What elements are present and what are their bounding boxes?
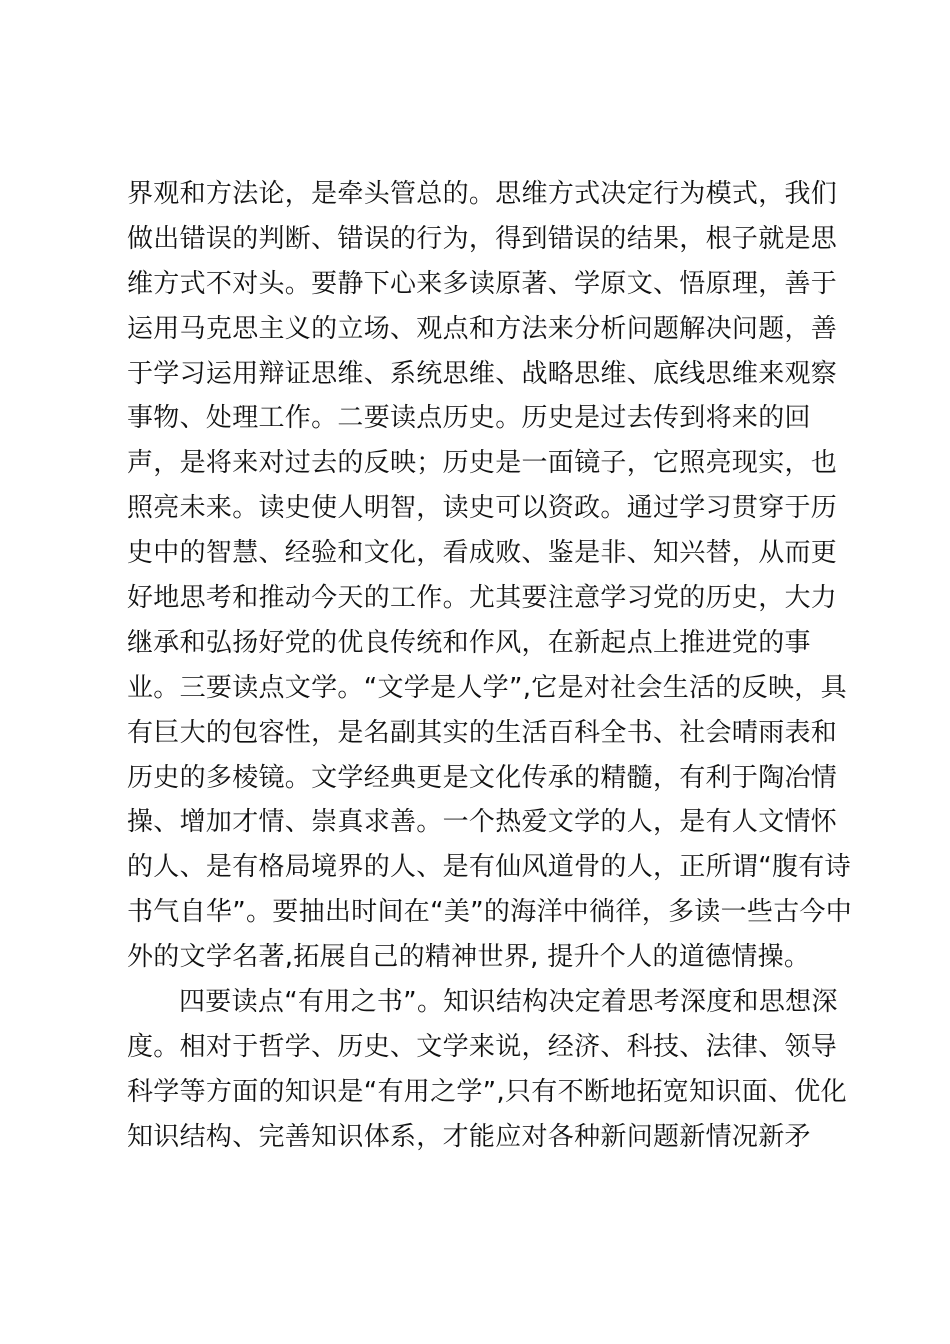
text-line: 书气自华”。要抽出时间在“美”的海洋中徜徉，多读一些古今中 — [127, 897, 853, 928]
text-line-indented: 四要读点“有用之书”。知识结构决定着思考深度和思想深 — [179, 987, 838, 1017]
text-line: 界观和方法论，是牵头管总的。思维方式决定行为模式，我们 — [127, 179, 838, 209]
text-line: 的人、是有格局境界的人、是有仙风道骨的人，正所谓“腹有诗 — [127, 852, 851, 883]
paragraph-reading-philosophy-history-literature — [127, 172, 853, 980]
text-line: 事物、处理工作。二要读点历史。历史是过去传到将来的回 — [127, 403, 811, 434]
text-line: 科学等方面的知识是“有用之学”,只有不断地拓宽知识面、优化 — [127, 1076, 847, 1107]
text-line: 业。三要读点文学。“文学是人学”,它是对社会生活的反映，具 — [127, 672, 847, 703]
text-line: 有巨大的包容性，是名副其实的生活百科全书、社会晴雨表和 — [127, 717, 838, 748]
text-line: 维方式不对头。要静下心来多读原著、学原文、悟原理，善于 — [127, 268, 838, 299]
text-line: 继承和弘扬好党的优良传统和作风，在新起点上推进党的事 — [127, 627, 811, 658]
text-line: 于学习运用辩证思维、系统思维、战略思维、底线思维来观察 — [127, 358, 838, 389]
text-line: 照亮未来。读史使人明智，读史可以资政。通过学习贯穿于历 — [127, 493, 838, 524]
text-line: 度。相对于哲学、历史、文学来说，经济、科技、法律、领导 — [127, 1031, 838, 1062]
text-line: 史中的智慧、经验和文化，看成败、鉴是非、知兴替，从而更 — [127, 538, 838, 569]
text-line: 历史的多棱镜。文学经典更是文化传承的精髓，有利于陶冶情 — [127, 762, 838, 793]
text-line: 运用马克思主义的立场、观点和方法来分析问题解决问题，善 — [127, 313, 838, 344]
text-line: 知识结构、完善知识体系，才能应对各种新问题新情况新矛 — [127, 1121, 811, 1152]
paragraph-useful-books — [127, 980, 847, 1160]
text-line: 声，是将来对过去的反映；历史是一面镜子，它照亮现实，也 — [127, 448, 838, 479]
text-line: 外的文学名著,拓展自己的精神世界, 提升个人的道德情操。 — [127, 942, 811, 973]
text-line: 做出错误的判断、错误的行为，得到错误的结果，根子就是思 — [127, 223, 838, 254]
text-line: 好地思考和推动今天的工作。尤其要注意学习党的历史，大力 — [127, 583, 838, 614]
text-line: 操、增加才情、崇真求善。一个热爱文学的人，是有人文情怀 — [127, 807, 838, 838]
